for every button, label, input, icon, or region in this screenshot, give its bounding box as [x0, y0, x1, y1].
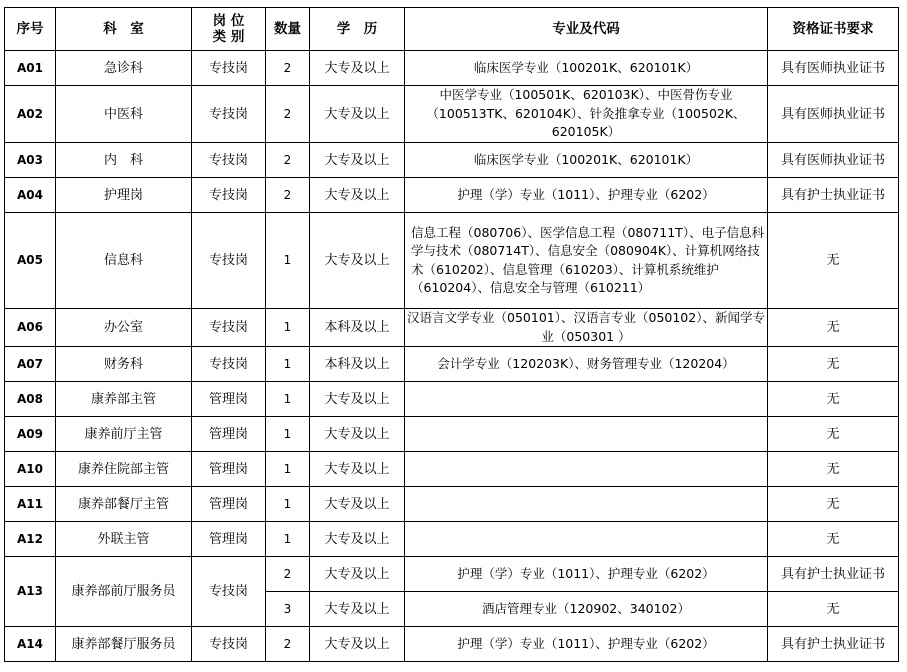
cell-count: 1	[266, 522, 310, 557]
table-row	[5, 627, 899, 662]
cell-count: 2	[266, 143, 310, 178]
cell-category: 专技岗	[192, 213, 266, 309]
cell-education: 大专及以上	[310, 213, 405, 309]
cell-education: 大专及以上	[310, 178, 405, 213]
cell-category: 管理岗	[192, 487, 266, 522]
cell-dept: 康养部餐厅主管	[56, 487, 192, 522]
header-education: 学 历	[310, 8, 405, 51]
cell-count: 1	[266, 382, 310, 417]
cell-cert: 无	[768, 487, 899, 522]
cell-code: A13	[5, 557, 56, 627]
table-row	[5, 382, 899, 417]
cell-cert: 具有医师执业证书	[768, 143, 899, 178]
cell-category: 专技岗	[192, 347, 266, 382]
cell-category: 专技岗	[192, 51, 266, 86]
cell-cert: 无	[768, 213, 899, 309]
cell-dept: 中医科	[56, 86, 192, 143]
cell-code: A10	[5, 452, 56, 487]
cell-dept: 急诊科	[56, 51, 192, 86]
table-row	[5, 86, 899, 143]
cell-cert: 无	[768, 417, 899, 452]
header-seq: 序号	[5, 8, 56, 51]
table-row	[5, 178, 899, 213]
cell-major: 护理（学）专业（1011）、护理专业（6202）	[405, 178, 768, 213]
cell-code: A02	[5, 86, 56, 143]
cell-count: 2	[266, 86, 310, 143]
cell-dept: 护理岗	[56, 178, 192, 213]
cell-major	[405, 487, 768, 522]
cell-category: 管理岗	[192, 382, 266, 417]
cell-major: 信息工程（080706）、医学信息工程（080711T）、电子信息科学与技术（080714T）、信息安全（080904K）、计算机网络技术（610202）、信息管理（610203）、计算机系统维护（610204）、信息安全与管理（610211）	[405, 213, 768, 309]
cell-category: 专技岗	[192, 143, 266, 178]
cell-cert: 无	[768, 452, 899, 487]
cell-dept: 康养部主管	[56, 382, 192, 417]
cell-count: 1	[266, 213, 310, 309]
cell-cert: 具有医师执业证书	[768, 86, 899, 143]
cell-education: 本科及以上	[310, 347, 405, 382]
table-row	[5, 522, 899, 557]
cell-education: 大专及以上	[310, 452, 405, 487]
cell-count: 2	[266, 557, 310, 592]
cell-major: 酒店管理专业（120902、340102）	[405, 592, 768, 627]
cell-dept: 康养部前厅服务员	[56, 557, 192, 627]
cell-education: 大专及以上	[310, 592, 405, 627]
cell-major	[405, 382, 768, 417]
cell-dept: 康养部餐厅服务员	[56, 627, 192, 662]
cell-count: 3	[266, 592, 310, 627]
cell-major: 会计学专业（120203K）、财务管理专业（120204）	[405, 347, 768, 382]
cell-code: A12	[5, 522, 56, 557]
cell-dept: 内 科	[56, 143, 192, 178]
cell-cert: 无	[768, 592, 899, 627]
cell-cert: 具有护士执业证书	[768, 557, 899, 592]
cell-code: A07	[5, 347, 56, 382]
cell-dept: 信息科	[56, 213, 192, 309]
header-major: 专业及代码	[405, 8, 768, 51]
cell-code: A03	[5, 143, 56, 178]
cell-dept: 康养住院部主管	[56, 452, 192, 487]
cell-count: 2	[266, 627, 310, 662]
table-row	[5, 347, 899, 382]
header-row	[5, 8, 899, 51]
recruitment-table	[4, 7, 899, 662]
cell-code: A11	[5, 487, 56, 522]
cell-count: 1	[266, 452, 310, 487]
header-dept: 科 室	[56, 8, 192, 51]
cell-major: 临床医学专业（100201K、620101K）	[405, 51, 768, 86]
cell-dept: 办公室	[56, 309, 192, 347]
cell-cert: 无	[768, 347, 899, 382]
cell-category: 专技岗	[192, 309, 266, 347]
cell-cert: 具有医师执业证书	[768, 51, 899, 86]
cell-count: 1	[266, 309, 310, 347]
cell-major	[405, 522, 768, 557]
cell-count: 1	[266, 347, 310, 382]
cell-code: A01	[5, 51, 56, 86]
cell-category: 专技岗	[192, 557, 266, 627]
cell-code: A08	[5, 382, 56, 417]
cell-major: 护理（学）专业（1011）、护理专业（6202）	[405, 557, 768, 592]
cell-category: 管理岗	[192, 417, 266, 452]
cell-major: 中医学专业（100501K、620103K）、中医骨伤专业（100513TK、620104K）、针灸推拿专业（100502K、620105K）	[405, 86, 768, 143]
cell-education: 大专及以上	[310, 522, 405, 557]
cell-education: 大专及以上	[310, 627, 405, 662]
cell-code: A06	[5, 309, 56, 347]
cell-education: 大专及以上	[310, 487, 405, 522]
cell-education: 大专及以上	[310, 51, 405, 86]
cell-education: 本科及以上	[310, 309, 405, 347]
cell-education: 大专及以上	[310, 86, 405, 143]
cell-dept: 康养前厅主管	[56, 417, 192, 452]
cell-dept: 外联主管	[56, 522, 192, 557]
cell-category: 专技岗	[192, 178, 266, 213]
cell-major: 护理（学）专业（1011）、护理专业（6202）	[405, 627, 768, 662]
cell-code: A04	[5, 178, 56, 213]
cell-category: 管理岗	[192, 522, 266, 557]
table-row	[5, 309, 899, 347]
cell-cert: 无	[768, 309, 899, 347]
table-row	[5, 143, 899, 178]
cell-dept: 财务科	[56, 347, 192, 382]
cell-category: 管理岗	[192, 452, 266, 487]
cell-major	[405, 452, 768, 487]
cell-cert: 具有护士执业证书	[768, 178, 899, 213]
cell-count: 2	[266, 51, 310, 86]
table-row	[5, 557, 899, 592]
cell-code: A05	[5, 213, 56, 309]
header-cert: 资格证书要求	[768, 8, 899, 51]
cell-code: A09	[5, 417, 56, 452]
header-category: 岗 位 类 别	[192, 8, 266, 51]
table-row	[5, 51, 899, 86]
table-row	[5, 452, 899, 487]
cell-education: 大专及以上	[310, 417, 405, 452]
cell-code: A14	[5, 627, 56, 662]
cell-education: 大专及以上	[310, 143, 405, 178]
header-count: 数量	[266, 8, 310, 51]
cell-category: 专技岗	[192, 627, 266, 662]
cell-count: 1	[266, 487, 310, 522]
table-row	[5, 417, 899, 452]
table-row	[5, 213, 899, 309]
cell-major	[405, 417, 768, 452]
cell-cert: 无	[768, 522, 899, 557]
cell-major: 临床医学专业（100201K、620101K）	[405, 143, 768, 178]
cell-count: 2	[266, 178, 310, 213]
cell-category: 专技岗	[192, 86, 266, 143]
cell-education: 大专及以上	[310, 557, 405, 592]
cell-count: 1	[266, 417, 310, 452]
cell-cert: 无	[768, 382, 899, 417]
cell-major: 汉语言文学专业（050101）、汉语言专业（050102）、新闻学专业（050301 ）	[405, 309, 768, 347]
cell-education: 大专及以上	[310, 382, 405, 417]
table-row	[5, 487, 899, 522]
cell-cert: 具有护士执业证书	[768, 627, 899, 662]
